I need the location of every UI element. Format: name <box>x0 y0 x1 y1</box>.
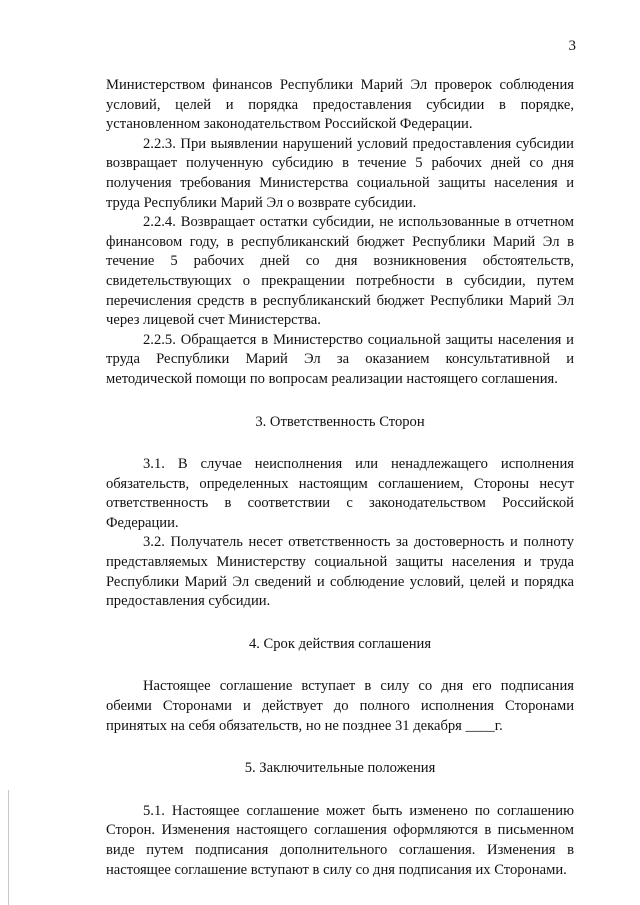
paragraph-2-2-3: 2.2.3. При выявлении нарушений условий предоставления субсидии возвращает полученную субсидию в течение 5 рабочих дней со дня получения требования Министерства социальной защиты населения и труда Республики Марий Эл о возврате субсидии. <box>106 135 574 211</box>
section-3-heading: 3. Ответственность Сторон <box>255 413 425 430</box>
scan-edge-line <box>8 790 9 905</box>
document-body <box>106 76 574 880</box>
page-number: 3 <box>568 38 576 54</box>
paragraph-5-1: 5.1. Настоящее соглашение может быть изменено по соглашению Сторон. Изменения настоящего соглашения оформляются в письменном виде путем подписания дополнительного соглашения. Изменения в настоящее соглашение вступают в силу со дня подписания их Сторонами. <box>106 802 574 878</box>
paragraph-3-1: 3.1. В случае неисполнения или ненадлежащего исполнения обязательств, определенных настоящим соглашением, Стороны несут ответственность в соответствии с законодательством Российской Федерации. <box>106 456 574 531</box>
section-4-heading: 4. Срок действия соглашения <box>248 635 432 652</box>
paragraph-continuation: Министерством финансов Республики Марий Эл проверок соблюдения условий, целей и порядка предоставления субсидии в порядке, установленном законодательством Российской Федерации. <box>106 77 574 133</box>
section-5-heading: 5. Заключительные положения <box>244 760 436 777</box>
paragraph-2-2-4: 2.2.4. Возвращает остатки субсидии, не использованные в отчетном финансовом году, в республиканский бюджет Республики Марий Эл в течение 5 рабочих дней со дня возникновения обстоятельств, свидетельствующих о прекращении потребности в субсидии, путем перечисления средств в республиканский бюджет Республики Марий Эл через лицевой счет Министерства. <box>106 214 574 329</box>
paragraph-2-2-5: 2.2.5. Обращается в Министерство социальной защиты населения и труда Республики Марий Эл за оказанием консультативной и методической помощи по вопросам реализации настоящего соглашения. <box>106 331 574 387</box>
paragraph-4-text: Настоящее соглашение вступает в силу со дня его подписания обеими Сторонами и действует до полного исполнения Сторонами принятых на себя обязательств, но не позднее 31 декабря ____г. <box>106 678 574 734</box>
paragraph-3-2: 3.2. Получатель несет ответственность за достоверность и полноту представляемых Министерству социальной защиты населения и труда Республики Марий Эл сведений и соблюдение условий, целей и порядка предоставления субсидии. <box>106 534 574 610</box>
